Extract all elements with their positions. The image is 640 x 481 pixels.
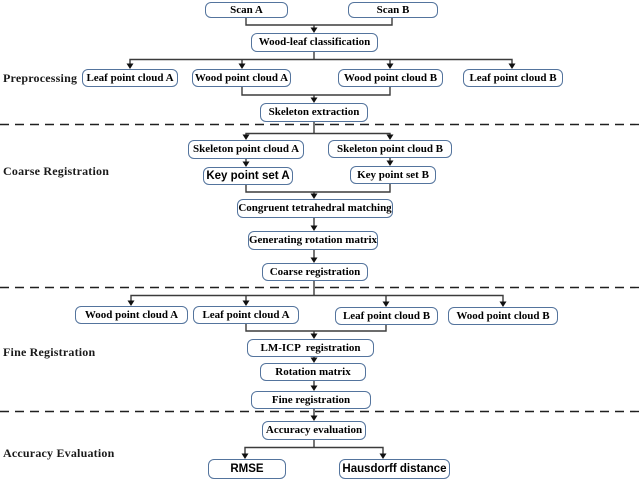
section-label-preprocessing: Preprocessing — [3, 71, 78, 85]
node-key-point-set-b: Key point set B — [350, 166, 436, 184]
section-label-coarse-registration: Coarse Registration — [3, 164, 110, 178]
node-wood-leaf-classification: Wood-leaf classification — [251, 33, 378, 52]
node-generating-rotation-matrix: Generating rotation matrix — [248, 231, 378, 250]
node-leaf-point-cloud-a: Leaf point cloud A — [82, 69, 178, 87]
node-fine-wood-point-cloud-b: Wood point cloud B — [448, 307, 558, 325]
node-wood-point-cloud-b: Wood point cloud B — [338, 69, 443, 87]
node-wood-point-cloud-a: Wood point cloud A — [192, 69, 291, 87]
node-rmse: RMSE — [208, 459, 286, 479]
node-fine-registration: Fine registration — [251, 391, 371, 409]
section-label-fine-registration: Fine Registration — [3, 345, 96, 359]
node-leaf-point-cloud-b: Leaf point cloud B — [463, 69, 563, 87]
node-skeleton-extraction: Skeleton extraction — [260, 103, 368, 122]
node-rotation-matrix: Rotation matrix — [260, 363, 366, 381]
node-scan-b: Scan B — [348, 2, 438, 18]
node-fine-wood-point-cloud-a: Wood point cloud A — [75, 306, 188, 324]
node-skeleton-point-cloud-b: Skeleton point cloud B — [328, 140, 452, 158]
node-scan-a: Scan A — [205, 2, 288, 18]
node-coarse-registration: Coarse registration — [262, 263, 368, 281]
node-skeleton-point-cloud-a: Skeleton point cloud A — [188, 140, 304, 159]
node-congruent-tetrahedral-matching: Congruent tetrahedral matching — [237, 199, 393, 218]
section-label-accuracy-evaluation: Accuracy Evaluation — [3, 446, 115, 460]
node-lm-icp-registration: LM-ICP registration — [247, 339, 374, 357]
node-hausdorff-distance: Hausdorff distance — [339, 459, 450, 479]
node-fine-leaf-point-cloud-b: Leaf point cloud B — [335, 307, 438, 325]
node-key-point-set-a: Key point set A — [203, 167, 293, 185]
node-accuracy-evaluation: Accuracy evaluation — [262, 421, 366, 440]
node-fine-leaf-point-cloud-a: Leaf point cloud A — [193, 306, 299, 324]
